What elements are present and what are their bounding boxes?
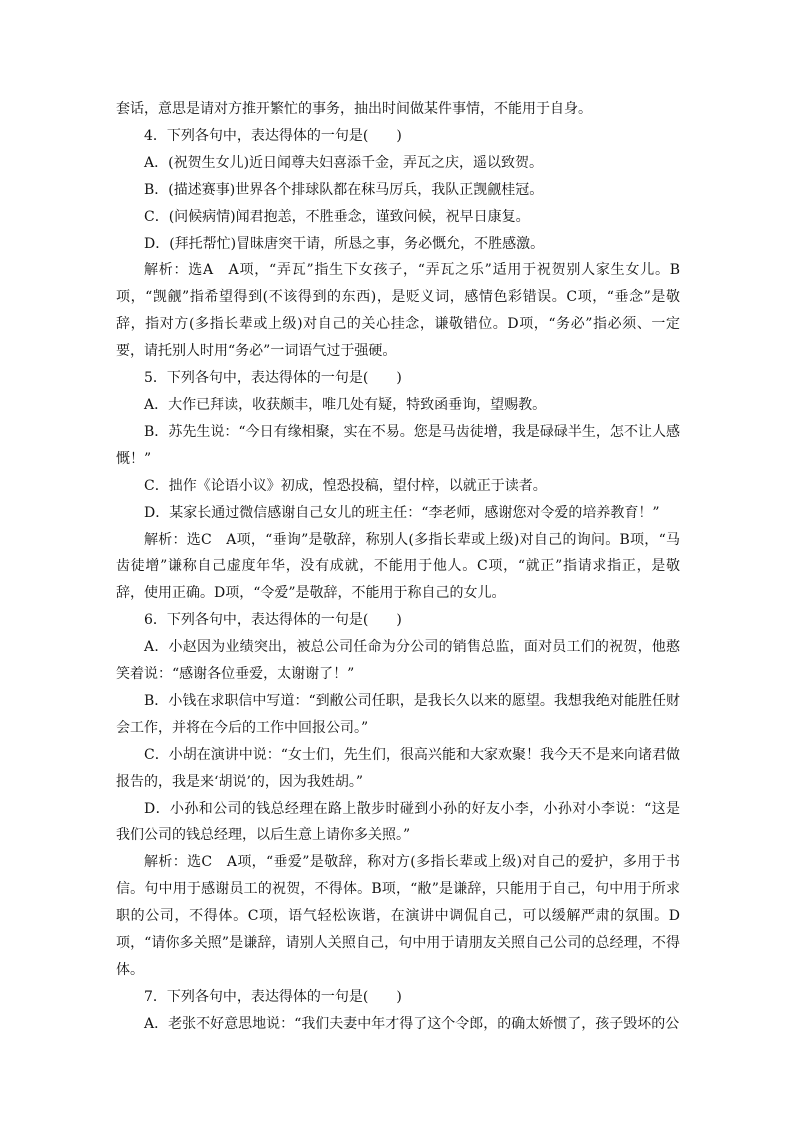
analysis-6: 解析：选C A项，“垂爱”是敬辞，称对方(多指长辈或上级)对自己的爱护，多用于书信。句中用于感谢员工的祝贺，不得体。B项，“敝”是谦辞，只能用于自己，句中用于所求职的公司，不得体。C项，语气轻松诙谐，在演讲中调侃自己，可以缓解严肃的氛围。D项，“请你多关照”是谦辞，请别人关照自己，句中用于请朋友关照自己公司的总经理，不得体。: [116, 854, 680, 978]
question-4: 4．下列各句中，表达得体的一句是( ): [144, 127, 402, 144]
option-a: A．大作已拜读，收获颇丰，唯几处有疑，特致函垂询，望赐教。: [144, 396, 547, 413]
option-d: D．小孙和公司的钱总经理在路上散步时碰到小孙的好友小李，小孙对小李说：“这是我们公司的钱总经理，以后生意上请你多关照。”: [116, 800, 680, 844]
analysis-4: 解析：选A A项，“弄瓦”指生下女孩子，“弄瓦之乐”适用于祝贺别人家生女儿。B项，“觊觎”指希望得到(不该得到的东西)，是贬义词，感情色彩错误。C项，“垂念”是敬辞，指对方(多指长辈或上级)对自己的关心挂念，谦敬错位。D项，“务必”指必须、一定要，请托别人时用“务必”一词语气过于强硬。: [116, 262, 680, 360]
question-5: 5．下列各句中，表达得体的一句是( ): [144, 370, 402, 387]
option-d: D．(拜托帮忙)冒昧唐突干请，所恳之事，务必慨允，不胜感激。: [144, 235, 545, 252]
option-b: B．(描述赛事)世界各个排球队都在秣马厉兵，我队正觊觎桂冠。: [144, 181, 544, 198]
analysis-5: 解析：选C A项，“垂询”是敬辞，称别人(多指长辈或上级)对自己的询问。B项，“马齿徒增”谦称自己虚度年华，没有成就，不能用于他人。C项，“就正”指请求指正，是敬辞，使用正确。D项，“令爱”是敬辞，不能用于称自己的女儿。: [116, 531, 680, 602]
option-d: D．某家长通过微信感谢自己女儿的班主任：“李老师，感谢您对令爱的培养教育！”: [144, 504, 660, 521]
option-a: A．小赵因为业绩突出，被总公司任命为分公司的销售总监，面对员工们的祝贺，他憨笑着说：“感谢各位垂爱，太谢谢了！”: [116, 639, 680, 683]
text-line: 套话，意思是请对方推开繁忙的事务，抽出时间做某件事情，不能用于自身。: [116, 101, 592, 117]
option-a: A．老张不好意思地说：“我们夫妻中年才得了这个令郎，的确太娇惯了，孩子毁坏的公: [144, 1015, 680, 1032]
option-b: B．苏先生说：“今日有缘相聚，实在不易。您是马齿徒增，我是碌碌半生，怎不让人感慨！”: [116, 423, 680, 467]
option-a: A．(祝贺生女儿)近日闻尊夫妇喜添千金，弄瓦之庆，遥以致贺。: [144, 154, 544, 171]
document-page: [116, 96, 680, 1038]
question-6: 6．下列各句中，表达得体的一句是( ): [144, 612, 402, 629]
option-c: C．(问候病情)闻君抱恙，不胜垂念，谨致问候，祝早日康复。: [144, 208, 530, 225]
option-c: C．小胡在演讲中说：“女士们，先生们，很高兴能和大家欢聚！我今天不是来向诸君做报告的，我是来‘胡说’的，因为我姓胡。”: [116, 746, 680, 790]
option-c: C．拙作《论语小议》初成，惶恐投稿，望付梓，以就正于读者。: [144, 477, 547, 494]
question-7: 7．下列各句中，表达得体的一句是( ): [144, 988, 402, 1005]
option-b: B．小钱在求职信中写道：“到敝公司任职，是我长久以来的愿望。我想我绝对能胜任财会工作，并将在今后的工作中回报公司。”: [116, 692, 680, 736]
